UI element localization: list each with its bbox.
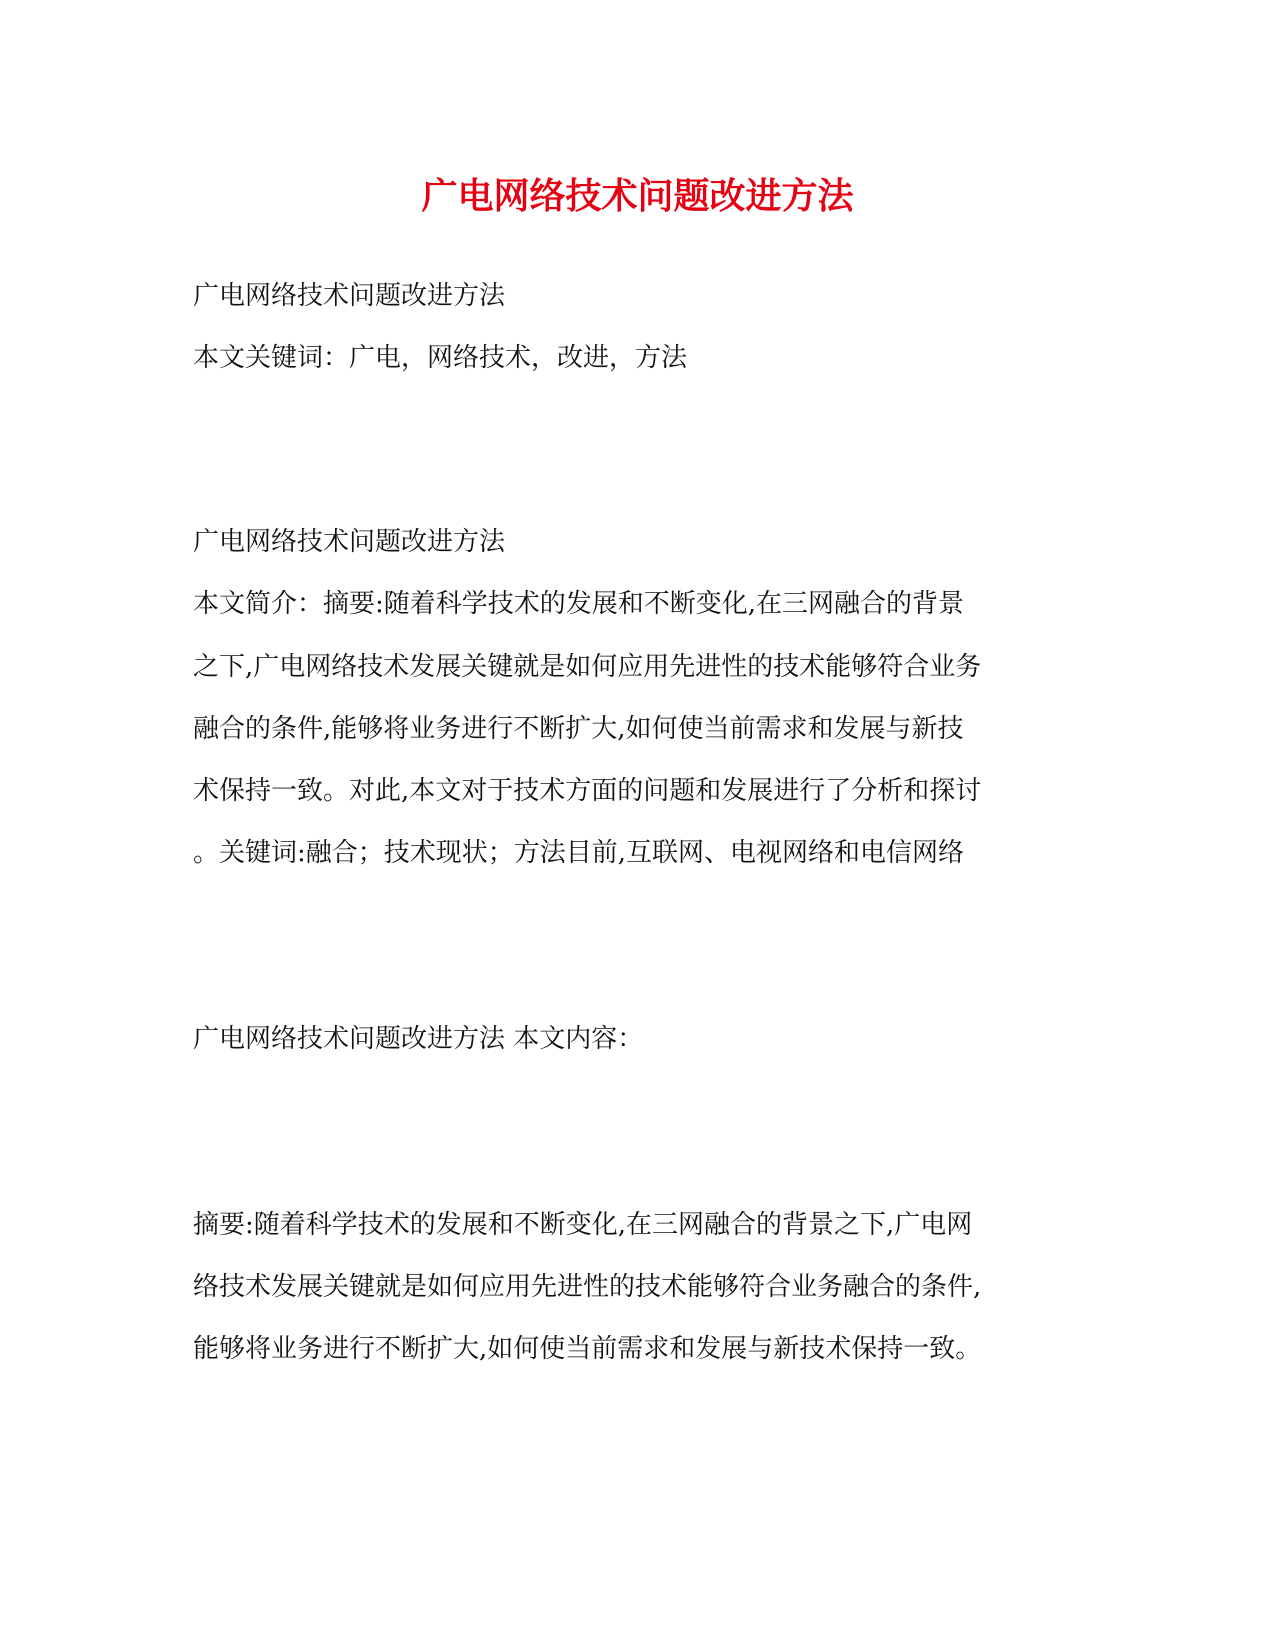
keywords-line: 本文关键词：广电，网络技术，改进，方法 [193,343,688,373]
intro-line: 之下,广电网络技术发展关键就是如何应用先进性的技术能够符合业务 [193,652,982,682]
content-heading: 广电网络技术问题改进方法 本文内容： [193,1024,644,1054]
section-heading: 广电网络技术问题改进方法 [193,281,506,311]
abstract-line: 络技术发展关键就是如何应用先进性的技术能够符合业务融合的条件, [193,1272,982,1302]
intro-line: 融合的条件,能够将业务进行不断扩大,如何使当前需求和发展与新技 [193,714,964,744]
section-heading: 广电网络技术问题改进方法 [193,527,506,557]
intro-line: 。关键词:融合；技术现状；方法目前,互联网、电视网络和电信网络 [193,838,965,868]
document-title: 广电网络技术问题改进方法 [421,175,854,217]
abstract-line: 摘要:随着科学技术的发展和不断变化,在三网融合的背景之下,广电网 [193,1210,973,1240]
intro-line: 术保持一致。对此,本文对于技术方面的问题和发展进行了分析和探讨 [193,776,982,806]
intro-line: 本文简介：摘要:随着科学技术的发展和不断变化,在三网融合的背景 [193,589,965,619]
abstract-line: 能够将业务进行不断扩大,如何使当前需求和发展与新技术保持一致。 [193,1334,982,1364]
